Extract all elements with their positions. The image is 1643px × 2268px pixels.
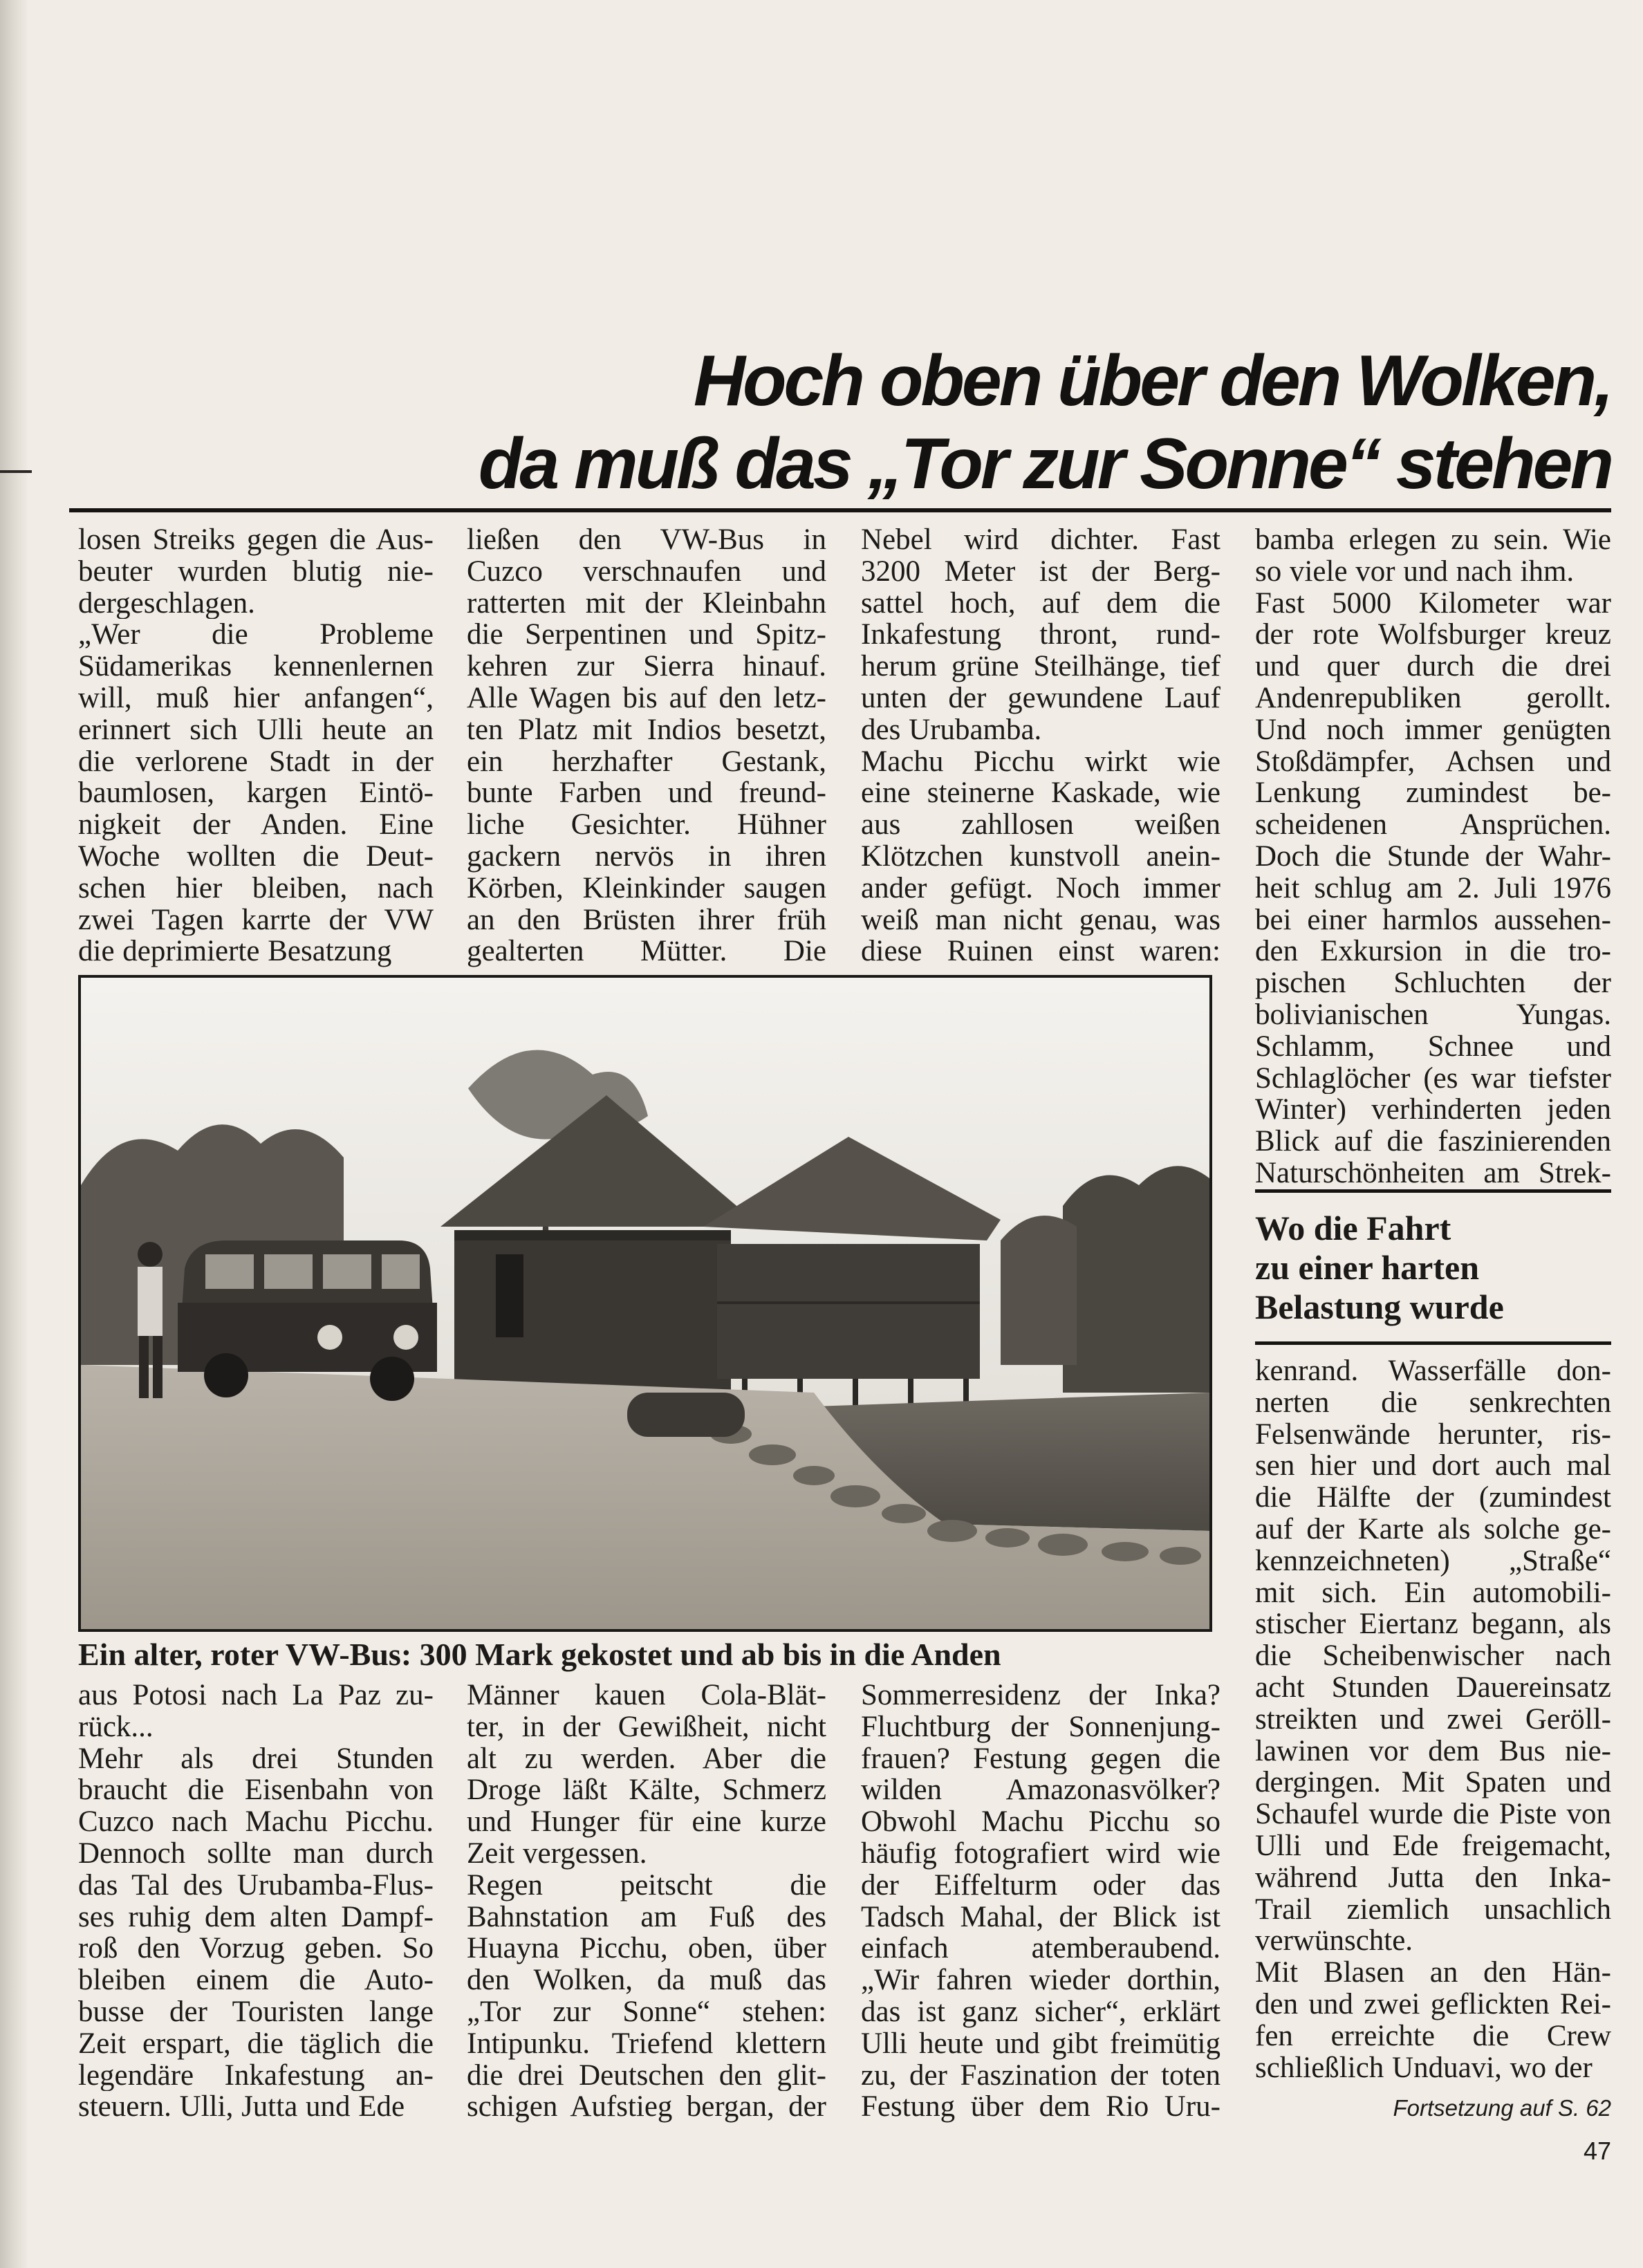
text-line: ein herzhafter Gestank, [467, 745, 826, 778]
text-line: den und zwei geflickten Rei- [1255, 1988, 1611, 2020]
text-line: und quer durch die drei [1255, 651, 1611, 682]
text-line: Und noch immer genügten [1255, 714, 1611, 746]
text-line: die deprimierte Besatzung [78, 936, 392, 968]
column-1-top [78, 524, 434, 967]
text-line: Fluchtburg der Sonnenjung- [861, 1711, 1220, 1743]
text-line: Bahnstation am Fuß des [467, 1901, 826, 1933]
text-line: gealterten Mütter. Die [467, 936, 826, 968]
text-line: Mit Blasen an den Hän- [1255, 1957, 1611, 1989]
text-line: Obwohl Machu Picchu so [861, 1806, 1220, 1838]
text-line: Dennoch sollte man durch [78, 1837, 434, 1870]
text-line: die Hälfte der (zumindest [1255, 1482, 1611, 1514]
text-line: Regen peitscht die [467, 1869, 826, 1902]
text-line: Männer kauen Cola-Blät- [467, 1680, 826, 1711]
text-line: ließen den VW-Bus in [467, 524, 826, 556]
text-line: den Wolken, da muß das [467, 1964, 826, 1996]
text-line: Intipunku. Triefend klettern [467, 2027, 826, 2060]
text-line: losen Streiks gegen die Aus- [78, 524, 434, 556]
text-line: Ulli und Ede freigemacht, [1255, 1830, 1611, 1862]
text-line: das Tal des Urubamba-Flus- [78, 1869, 434, 1902]
subhead-rule-top [1255, 1189, 1611, 1193]
text-line: „Wir fahren wieder dorthin, [861, 1964, 1220, 1996]
column-4-top [1255, 524, 1611, 1189]
text-line: herum grüne Steilhänge, tief [861, 651, 1220, 682]
column-2-bottom [467, 1680, 826, 2123]
headline-line-1: Hoch oben über den Wolken, [693, 341, 1611, 421]
text-line: ten Platz mit Indios besetzt, [467, 714, 826, 746]
text-line: verwünschte. [1255, 1925, 1413, 1958]
text-line: Droge läßt Kälte, Schmerz [467, 1774, 826, 1807]
text-line: ander gefügt. Noch immer [861, 872, 1220, 904]
text-line: frauen? Festung gegen die [861, 1742, 1220, 1775]
column-1-bottom [78, 1680, 434, 2123]
text-line: schen hier bleiben, nach [78, 872, 434, 904]
text-line: Festung über dem Rio Uru- [861, 2091, 1220, 2123]
text-line: dergingen. Mit Spaten und [1255, 1767, 1611, 1799]
text-line: Zeit erspart, die täglich die [78, 2027, 434, 2060]
text-line: Felsenwände herunter, ris- [1255, 1418, 1611, 1451]
continuation-note: Fortsetzung auf S. 62 [1393, 2095, 1611, 2121]
text-line: Fast 5000 Kilometer war [1255, 587, 1611, 620]
text-line: Südamerikas kennenlernen [78, 651, 434, 682]
text-line: fen erreichte die Crew [1255, 2020, 1611, 2052]
text-line: heit schlug am 2. Juli 1976 [1255, 872, 1611, 904]
text-line: zu, der Faszination der toten [861, 2059, 1220, 2092]
text-line: kenrand. Wasserfälle don- [1255, 1355, 1611, 1387]
text-line: dergeschlagen. [78, 587, 255, 620]
text-line: steuern. Ulli, Jutta und Ede [78, 2091, 405, 2123]
text-line: aus zahllosen weißen [861, 809, 1220, 841]
text-line: Schaufel wurde die Piste von [1255, 1798, 1611, 1830]
text-line: weiß man nicht genau, was [861, 904, 1220, 936]
text-line: Alle Wagen bis auf den letz- [467, 682, 826, 714]
text-line: Huayna Picchu, oben, über [467, 1933, 826, 1965]
binding-edge-mark [0, 470, 32, 473]
page-binding-shadow [0, 0, 28, 2268]
headline-rule [69, 508, 1611, 512]
text-line: acht Stunden Dauereinsatz [1255, 1671, 1611, 1704]
text-line: Klötzchen kunstvoll anein- [861, 840, 1220, 873]
text-line: häufig fotografiert wird wie [861, 1837, 1220, 1870]
text-line: des Urubamba. [861, 714, 1042, 746]
text-line: roß den Vorzug geben. So [78, 1933, 434, 1965]
text-line: der rote Wolfsburger kreuz [1255, 619, 1611, 651]
text-line: bamba erlegen zu sein. Wie [1255, 524, 1611, 556]
text-line: die Serpentinen und Spitz- [467, 619, 826, 651]
text-line: der Eiffelturm oder das [861, 1869, 1220, 1902]
text-line: alt zu werden. Aber die [467, 1742, 826, 1775]
text-line: Doch die Stunde der Wahr- [1255, 840, 1611, 873]
text-line: Ulli heute und gibt freimütig [861, 2027, 1220, 2060]
column-4-bottom [1255, 1355, 1611, 2083]
text-line: bleiben einem die Auto- [78, 1964, 434, 1996]
subhead [1255, 1209, 1611, 1327]
text-line: Cuzco nach Machu Picchu. [78, 1806, 434, 1838]
text-line: Stoßdämpfer, Achsen und [1255, 745, 1611, 778]
text-line: erinnert sich Ulli heute an [78, 714, 434, 746]
text-line: sattel hoch, auf dem die [861, 587, 1220, 620]
text-line: auf der Karte als solche ge- [1255, 1513, 1611, 1545]
text-line: Körben, Kleinkinder saugen [467, 872, 826, 904]
text-line: diese Ruinen einst waren: [861, 936, 1220, 968]
text-line: die Scheibenwischer nach [1255, 1640, 1611, 1672]
text-line: unten der gewundene Lauf [861, 682, 1220, 714]
text-line: Inkafestung thront, rund- [861, 619, 1220, 651]
text-line: Schlamm, Schnee und [1255, 1030, 1611, 1063]
text-line: mit sich. Ein automobili- [1255, 1577, 1611, 1609]
text-line: zwei Tagen karrte der VW [78, 904, 434, 936]
text-line: ses ruhig dem alten Dampf- [78, 1901, 434, 1933]
text-line: pischen Schluchten der [1255, 967, 1611, 999]
subhead-line: Wo die Fahrt [1255, 1209, 1451, 1247]
text-line: bolivianischen Yungas. [1255, 998, 1611, 1031]
text-line: baumlosen, kargen Eintö- [78, 777, 434, 810]
text-line: Schlaglöcher (es war tiefster [1255, 1062, 1611, 1095]
text-line: nerten die senkrechten [1255, 1386, 1611, 1419]
text-line: „Tor zur Sonne“ stehen: [467, 1996, 826, 2028]
column-3-bottom [861, 1680, 1220, 2123]
text-line: den Exkursion in die tro- [1255, 936, 1611, 968]
text-line: braucht die Eisenbahn von [78, 1774, 434, 1807]
text-line: Andenrepubliken gerollt. [1255, 682, 1611, 714]
text-line: Trail ziemlich unsachlich [1255, 1893, 1611, 1926]
photo-illustration [81, 978, 1209, 1629]
column-3-top [861, 524, 1220, 967]
text-line: Tadsch Mahal, der Blick ist [861, 1901, 1220, 1933]
vw-bus-photo [78, 975, 1212, 1632]
text-line: und Hunger für eine kurze [467, 1806, 826, 1838]
text-line: schließlich Unduavi, wo der [1255, 2052, 1593, 2084]
text-line: beuter wurden blutig nie- [78, 555, 434, 588]
text-line: Blick auf die faszinierenden [1255, 1126, 1611, 1158]
text-line: Mehr als drei Stunden [78, 1742, 434, 1775]
text-line: einfach atemberaubend. [861, 1933, 1220, 1965]
text-line: busse der Touristen lange [78, 1996, 434, 2028]
text-line: sen hier und dort auch mal [1255, 1450, 1611, 1482]
text-line: nigkeit der Anden. Eine [78, 809, 434, 841]
text-line: scheidenen Ansprüchen. [1255, 809, 1611, 841]
text-line: Naturschönheiten am Strek- [1255, 1157, 1611, 1189]
text-line: Woche wollten die Deut- [78, 840, 434, 873]
text-line: an den Brüsten ihrer früh [467, 904, 826, 936]
text-line: das ist ganz sicher“, erklärt [861, 1996, 1220, 2028]
text-line: legendäre Inkafestung an- [78, 2059, 434, 2092]
text-line: so viele vor und nach ihm. [1255, 555, 1575, 588]
text-line: schigen Aufstieg bergan, der [467, 2091, 826, 2123]
text-line: Nebel wird dichter. Fast [861, 524, 1220, 556]
text-line: lawinen vor dem Bus nie- [1255, 1735, 1611, 1767]
text-line: wilden Amazonasvölker? [861, 1774, 1220, 1807]
text-line: Zeit vergessen. [467, 1837, 647, 1870]
text-line: kennzeichneten) „Straße“ [1255, 1545, 1611, 1577]
text-line: bunte Farben und freund- [467, 777, 826, 810]
text-line: ter, in der Gewißheit, nicht [467, 1711, 826, 1743]
subhead-rule-bottom [1255, 1341, 1611, 1345]
subhead-line: zu einer harten [1255, 1248, 1480, 1287]
text-line: „Wer die Probleme [78, 619, 434, 651]
text-line: die verlorene Stadt in der [78, 745, 434, 778]
text-line: eine steinerne Kaskade, wie [861, 777, 1220, 810]
photo-caption: Ein alter, roter VW-Bus: 300 Mark gekostet und ab bis in die Anden [78, 1637, 1001, 1672]
text-line: stischer Eiertanz begann, als [1255, 1608, 1611, 1641]
text-line: aus Potosi nach La Paz zu- [78, 1680, 434, 1711]
text-line: Cuzco verschnaufen und [467, 555, 826, 588]
text-line: Machu Picchu wirkt wie [861, 745, 1220, 778]
text-line: gackern nervös in ihren [467, 840, 826, 873]
text-line: will, muß hier anfangen“, [78, 682, 434, 714]
text-line: kehren zur Sierra hinauf. [467, 651, 826, 682]
text-line: während Jutta den Inka- [1255, 1861, 1611, 1894]
text-line: Lenkung zumindest be- [1255, 777, 1611, 810]
text-line: ratterten mit der Kleinbahn [467, 587, 826, 620]
headline-line-2: da muß das „Tor zur Sonne“ stehen [478, 424, 1611, 504]
text-line: Winter) verhinderten jeden [1255, 1094, 1611, 1126]
text-line: Sommerresidenz der Inka? [861, 1680, 1220, 1711]
text-line: 3200 Meter ist der Berg- [861, 555, 1220, 588]
text-line: bei einer harmlos aussehen- [1255, 904, 1611, 936]
page-number: 47 [1583, 2137, 1611, 2165]
subhead-line: Belastung wurde [1255, 1288, 1504, 1326]
column-2-top [467, 524, 826, 967]
text-line: rück... [78, 1711, 154, 1743]
text-line: liche Gesichter. Hühner [467, 809, 826, 841]
text-line: streikten und zwei Geröll- [1255, 1703, 1611, 1736]
text-line: die drei Deutschen den glit- [467, 2059, 826, 2092]
